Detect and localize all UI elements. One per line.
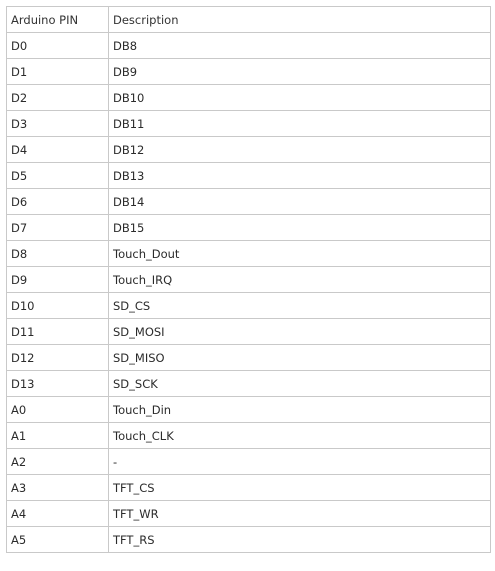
table-row [7,397,491,423]
table-row [7,267,491,293]
pin-cell: D12 [7,345,109,371]
pin-cell: D3 [7,111,109,137]
header-description: Description [109,7,491,33]
pin-table-container [6,6,490,553]
description-cell: DB10 [109,85,491,111]
table-row [7,475,491,501]
table-row [7,241,491,267]
table-row [7,319,491,345]
description-cell: DB15 [109,215,491,241]
pin-cell: D4 [7,137,109,163]
table-row [7,345,491,371]
description-cell: TFT_CS [109,475,491,501]
description-cell: SD_MOSI [109,319,491,345]
description-cell: - [109,449,491,475]
pin-cell: D1 [7,59,109,85]
table-body [7,33,491,553]
description-cell: SD_SCK [109,371,491,397]
pin-cell: D0 [7,33,109,59]
pin-cell: D11 [7,319,109,345]
pin-cell: D13 [7,371,109,397]
pin-cell: D10 [7,293,109,319]
description-cell: DB12 [109,137,491,163]
table-row [7,59,491,85]
table-row [7,527,491,553]
description-cell: DB8 [109,33,491,59]
pin-cell: A4 [7,501,109,527]
pin-cell: D5 [7,163,109,189]
table-row [7,111,491,137]
table-row [7,189,491,215]
description-cell: TFT_RS [109,527,491,553]
table-row [7,371,491,397]
description-cell: DB11 [109,111,491,137]
description-cell: Touch_Dout [109,241,491,267]
table-row [7,85,491,111]
description-cell: SD_MISO [109,345,491,371]
description-cell: DB9 [109,59,491,85]
table-row [7,137,491,163]
description-cell: TFT_WR [109,501,491,527]
header-arduino-pin: Arduino PIN [7,7,109,33]
table-row [7,449,491,475]
description-cell: Touch_IRQ [109,267,491,293]
pin-mapping-table [6,6,491,553]
pin-cell: D8 [7,241,109,267]
description-cell: SD_CS [109,293,491,319]
description-cell: DB13 [109,163,491,189]
pin-cell: A3 [7,475,109,501]
pin-cell: D9 [7,267,109,293]
pin-cell: D2 [7,85,109,111]
description-cell: Touch_CLK [109,423,491,449]
pin-cell: D6 [7,189,109,215]
table-row [7,293,491,319]
description-cell: Touch_Din [109,397,491,423]
pin-cell: D7 [7,215,109,241]
table-header-row [7,7,491,33]
pin-cell: A1 [7,423,109,449]
pin-cell: A5 [7,527,109,553]
table-row [7,163,491,189]
pin-cell: A2 [7,449,109,475]
pin-cell: A0 [7,397,109,423]
table-row [7,33,491,59]
table-row [7,501,491,527]
table-row [7,423,491,449]
description-cell: DB14 [109,189,491,215]
table-row [7,215,491,241]
